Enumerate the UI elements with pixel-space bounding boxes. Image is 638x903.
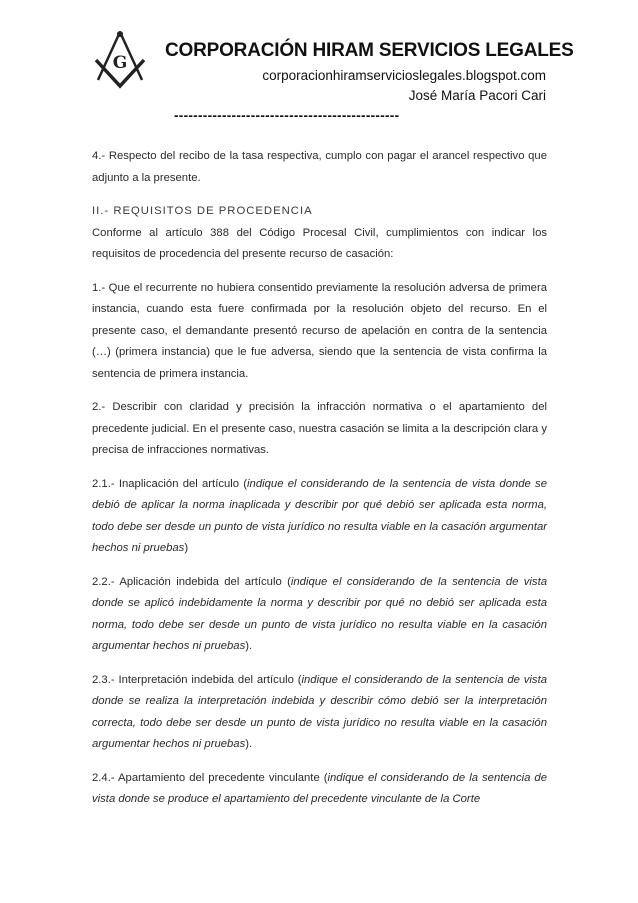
paragraph-italic-instruction: indique el considerando de la sentencia de vista donde se debió de aplicar la norma inaplicada y describir por qué debió ser aplicada esta norma, todo debe ser desde un punto de vista jurídico no resulta viable en la casación argumentar hechos ni pruebas	[92, 477, 547, 554]
paragraph-requisito-1: 1.- Que el recurrente no hubiera consentido previamente la resolución adversa de primera instancia, cuando esta fuere confirmada por la resolución objeto del recurso. En el presente caso, el demandante presentó recurso de apelación en contra de la sentencia (…) (primera instancia) que le fue adversa, siendo que la sentencia de vista confirma la sentencia de primera instancia.	[92, 281, 547, 380]
paragraph-aplicacion-indebida	[92, 572, 547, 658]
paragraph-apartamiento-precedente	[92, 768, 547, 811]
paragraph-interpretacion-indebida	[92, 670, 547, 756]
paragraph-lead: 2.4.- Apartamiento del precedente vinculante (	[92, 771, 328, 784]
section-heading-requisitos: II.- REQUISITOS DE PROCEDENCIA	[92, 205, 313, 217]
square-and-compass-logo-icon	[92, 30, 148, 92]
author-name: José María Pacori Cari	[408, 88, 546, 103]
paragraph-italic-instruction: indique el considerando de la sentencia de vista donde se aplicó indebidamente la norma y describir por qué no debió ser aplicada esta norma, todo debe ser desde un punto de vista jurídico no resulta viable en la casación argumentar hechos ni pruebas	[92, 575, 547, 652]
organization-title: CORPORACIÓN HIRAM SERVICIOS LEGALES	[165, 40, 574, 61]
paragraph-lead: 2.3.- Interpretación indebida del artículo (	[92, 673, 302, 686]
paragraph-fee-receipt: 4.- Respecto del recibo de la tasa respectiva, cumplo con pagar el arancel respectivo que adjunto a la presente.	[92, 150, 547, 184]
paragraph-italic-instruction: indique el considerando de la sentencia de vista donde se produce el apartamiento del precedente vinculante de la Corte	[92, 771, 547, 805]
paragraph-tail: )	[184, 542, 189, 554]
blog-url: corporacionhiramservicioslegales.blogspot.com	[262, 68, 546, 83]
paragraph-tail: ).	[245, 640, 253, 652]
paragraph-requisito-2: 2.- Describir con claridad y precisión la infracción normativa o el apartamiento del precedente judicial. En el presente caso, nuestra casación se limita a la descripción clara y precisa de infracciones normativas.	[92, 401, 547, 456]
document-body	[92, 146, 547, 823]
svg-text:G: G	[112, 53, 128, 73]
paragraph-lead: 2.1.- Inaplicación del artículo (	[92, 477, 248, 490]
paragraph-inaplicacion	[92, 474, 547, 560]
header-divider: -----------------------------------------------	[174, 108, 400, 123]
paragraph-tail: ).	[245, 738, 253, 750]
paragraph-lead: 2.2.- Aplicación indebida del artículo (	[92, 575, 291, 588]
paragraph-italic-instruction: indique el considerando de la sentencia de vista donde se realiza la interpretación indebida y describir cómo debió ser la interpretación correcta, todo debe ser desde un punto de vista jurídico no resulta viable en la casación argumentar hechos ni pruebas	[92, 673, 547, 750]
paragraph-requisitos-intro: Conforme al artículo 388 del Código Procesal Civil, cumplimientos con indicar los requisitos de procedencia del presente recurso de casación:	[92, 226, 547, 260]
